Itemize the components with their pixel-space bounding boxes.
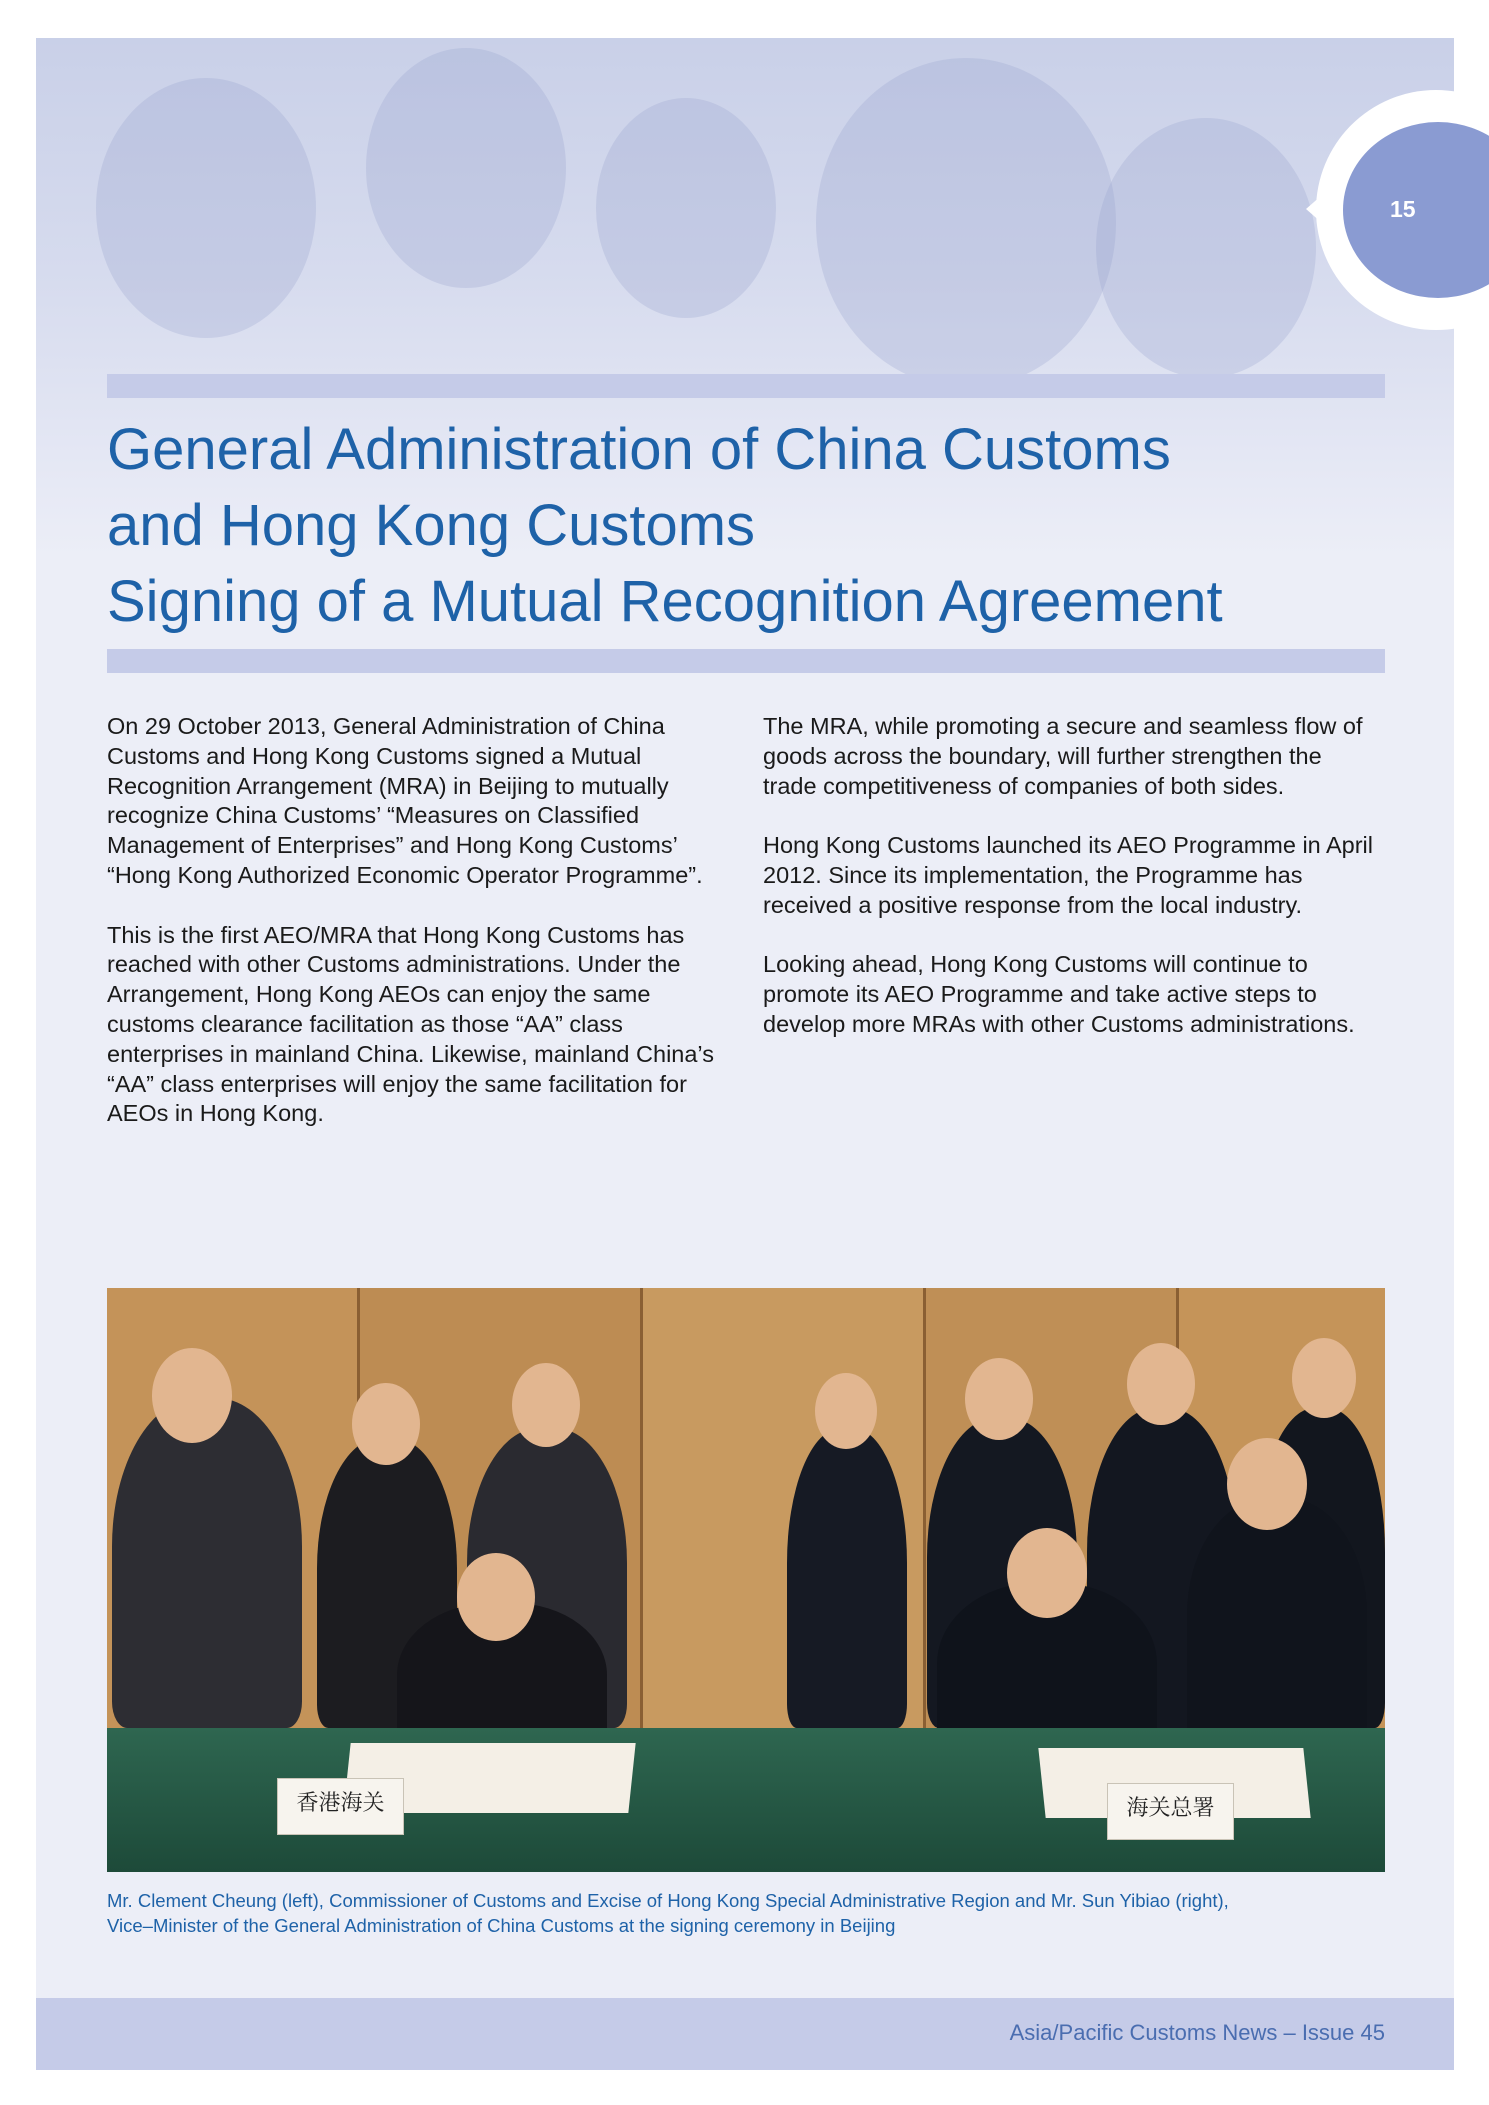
page-number: 15 bbox=[1390, 196, 1416, 222]
title-band-top bbox=[107, 374, 1385, 398]
paragraph: On 29 October 2013, General Administration of China Customs and Hong Kong Customs signed a Mutual Recognition Arrangement (MRA) in Beijing to mutually recognize China Customs’ “Measures on Classified Management of Enterprises” and Hong Kong Customs’ “Hong Kong Authorized Economic Operator Programme”. bbox=[107, 713, 703, 888]
article-column-left bbox=[107, 712, 717, 1159]
article-column-right bbox=[763, 712, 1373, 1070]
title-line: and Hong Kong Customs bbox=[107, 493, 756, 558]
nameplate-right: 海关总署 bbox=[1107, 1783, 1234, 1840]
caption-line: Mr. Clement Cheung (left), Commissioner of Customs and Excise of Hong Kong Special Administrative Region and Mr. Sun Yibiao (right), bbox=[107, 1890, 1229, 1911]
title-line: General Administration of China Customs bbox=[107, 417, 1171, 482]
paragraph: This is the first AEO/MRA that Hong Kong Customs has reached with other Customs administrations. Under the Arrangement, Hong Kong AEOs can enjoy the same customs clearance facilitation as those “AA” class enterprises in mainland China. Likewise, mainland China’s “AA” class enterprises will enjoy the same facilitation for AEOs in Hong Kong. bbox=[107, 921, 714, 1127]
title-line: Signing of a Mutual Recognition Agreement bbox=[107, 569, 1223, 634]
photo-caption bbox=[107, 1888, 1385, 1938]
paragraph: Looking ahead, Hong Kong Customs will continue to promote its AEO Programme and take active steps to develop more MRAs with other Customs administrations. bbox=[763, 951, 1355, 1037]
signing-ceremony-photo bbox=[107, 1288, 1385, 1872]
paragraph: Hong Kong Customs launched its AEO Programme in April 2012. Since its implementation, the Programme has received a positive response from the local industry. bbox=[763, 832, 1373, 918]
nameplate-left: 香港海关 bbox=[277, 1778, 404, 1835]
article-title bbox=[107, 412, 1385, 640]
footer-publication: Asia/Pacific Customs News – Issue 45 bbox=[1009, 2020, 1385, 2045]
caption-line: Vice–Minister of the General Administration of China Customs at the signing ceremony in Beijing bbox=[107, 1915, 896, 1936]
title-band-bottom bbox=[107, 649, 1385, 673]
paragraph: The MRA, while promoting a secure and seamless flow of goods across the boundary, will further strengthen the trade competitiveness of companies of both sides. bbox=[763, 713, 1363, 799]
page-tab-notch bbox=[1306, 195, 1322, 223]
